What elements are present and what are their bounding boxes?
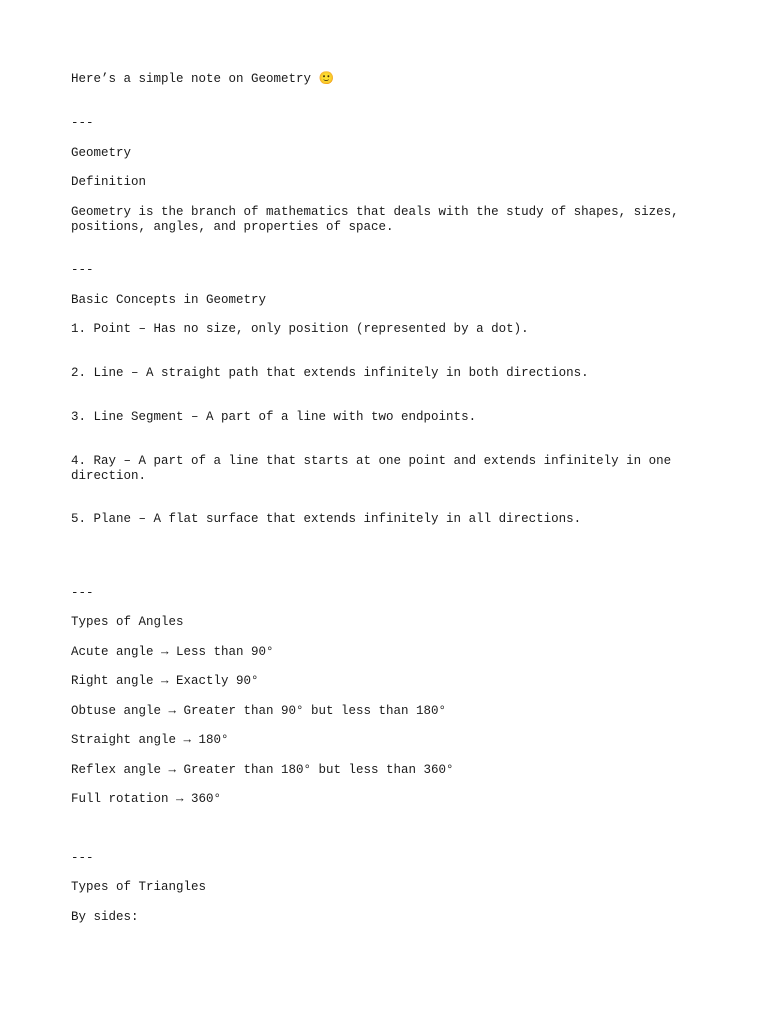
separator: --- — [71, 116, 94, 130]
angle-item-right: Right angle → Exactly 90° — [71, 674, 259, 688]
concept-item-plane: 5. Plane – A flat surface that extends infinitely in all directions. — [71, 512, 582, 526]
triangles-title: Types of Triangles — [71, 880, 207, 894]
basic-concepts-title: Basic Concepts in Geometry — [71, 293, 267, 307]
angles-title: Types of Angles — [71, 615, 184, 629]
definition-text: Geometry is the branch of mathematics that deals with the study of shapes, sizes, positions, angles, and properties of space. — [71, 205, 679, 234]
angle-item-full-rotation: Full rotation → 360° — [71, 792, 222, 806]
concept-item-ray: 4. Ray – A part of a line that starts at one point and extends infinitely in one direction. — [71, 454, 672, 483]
separator: --- — [71, 586, 94, 600]
angle-item-acute: Acute angle → Less than 90° — [71, 645, 274, 659]
separator: --- — [71, 851, 94, 865]
angle-item-straight: Straight angle → 180° — [71, 733, 229, 747]
triangles-by-sides: By sides: — [71, 910, 139, 924]
concept-item-line: 2. Line – A straight path that extends infinitely in both directions. — [71, 366, 589, 380]
main-heading: Geometry — [71, 146, 132, 160]
concept-item-line-segment: 3. Line Segment – A part of a line with two endpoints. — [71, 410, 477, 424]
definition-title: Definition — [71, 175, 147, 189]
angle-item-reflex: Reflex angle → Greater than 180° but less than 360° — [71, 763, 454, 777]
concept-item-point: 1. Point – Has no size, only position (represented by a dot). — [71, 322, 529, 336]
angle-item-obtuse: Obtuse angle → Greater than 90° but less than 180° — [71, 704, 447, 718]
intro-line: Here’s a simple note on Geometry 🙂 — [71, 72, 335, 86]
separator: --- — [71, 263, 94, 277]
